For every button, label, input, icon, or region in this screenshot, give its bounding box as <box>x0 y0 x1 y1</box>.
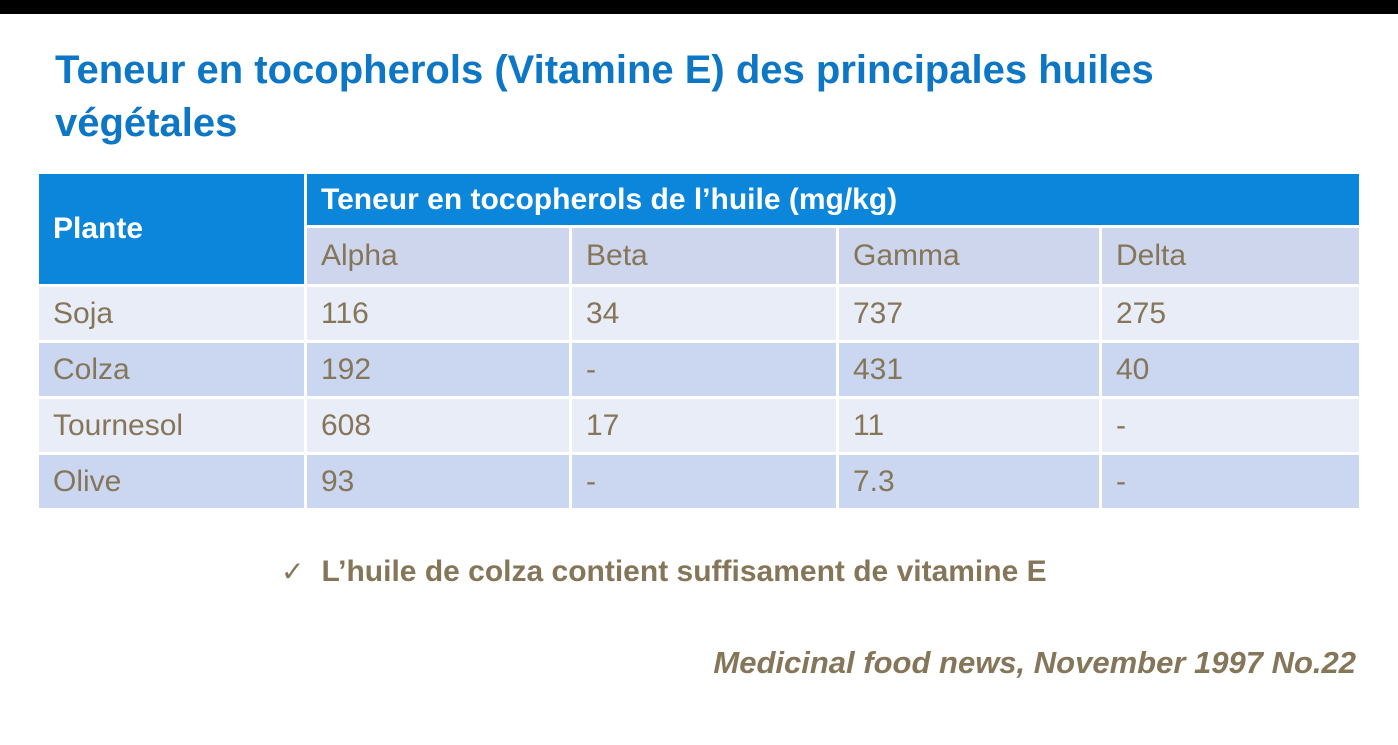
corner-header-plante: Plante <box>38 173 306 286</box>
slide-title: Teneur en tocopherols (Vitamine E) des principales huiles végétales <box>55 48 1154 145</box>
cell-alpha: 192 <box>306 342 571 398</box>
cell-alpha: 608 <box>306 398 571 454</box>
cell-delta: - <box>1101 398 1361 454</box>
row-label: Olive <box>38 454 306 510</box>
column-header-alpha: Alpha <box>306 227 571 286</box>
table-row <box>38 454 1361 510</box>
column-header-delta: Delta <box>1101 227 1361 286</box>
cell-delta: - <box>1101 454 1361 510</box>
row-label: Tournesol <box>38 398 306 454</box>
top-accent-bar <box>0 0 1398 14</box>
tocopherol-table <box>36 171 1362 511</box>
cell-delta: 40 <box>1101 342 1361 398</box>
group-header-teneur: Teneur en tocopherols de l’huile (mg/kg) <box>306 173 1361 227</box>
cell-beta: 34 <box>571 286 838 342</box>
note-line <box>281 555 1398 589</box>
cell-gamma: 11 <box>838 398 1101 454</box>
cell-alpha: 93 <box>306 454 571 510</box>
cell-beta: 17 <box>571 398 838 454</box>
cell-beta: - <box>571 454 838 510</box>
cell-beta: - <box>571 342 838 398</box>
row-label: Colza <box>38 342 306 398</box>
cell-delta: 275 <box>1101 286 1361 342</box>
table-row <box>38 286 1361 342</box>
cell-gamma: 7.3 <box>838 454 1101 510</box>
cell-alpha: 116 <box>306 286 571 342</box>
column-header-beta: Beta <box>571 227 838 286</box>
cell-gamma: 431 <box>838 342 1101 398</box>
note-text: L’huile de colza contient suffisament de vitamine E <box>321 555 1047 588</box>
table-row <box>38 398 1361 454</box>
checkmark-icon: ✓ <box>281 556 305 587</box>
column-header-gamma: Gamma <box>838 227 1101 286</box>
cell-gamma: 737 <box>838 286 1101 342</box>
table-group-header-row <box>38 173 1361 227</box>
table-row <box>38 342 1361 398</box>
row-label: Soja <box>38 286 306 342</box>
citation: Medicinal food news, November 1997 No.22 <box>713 645 1356 680</box>
